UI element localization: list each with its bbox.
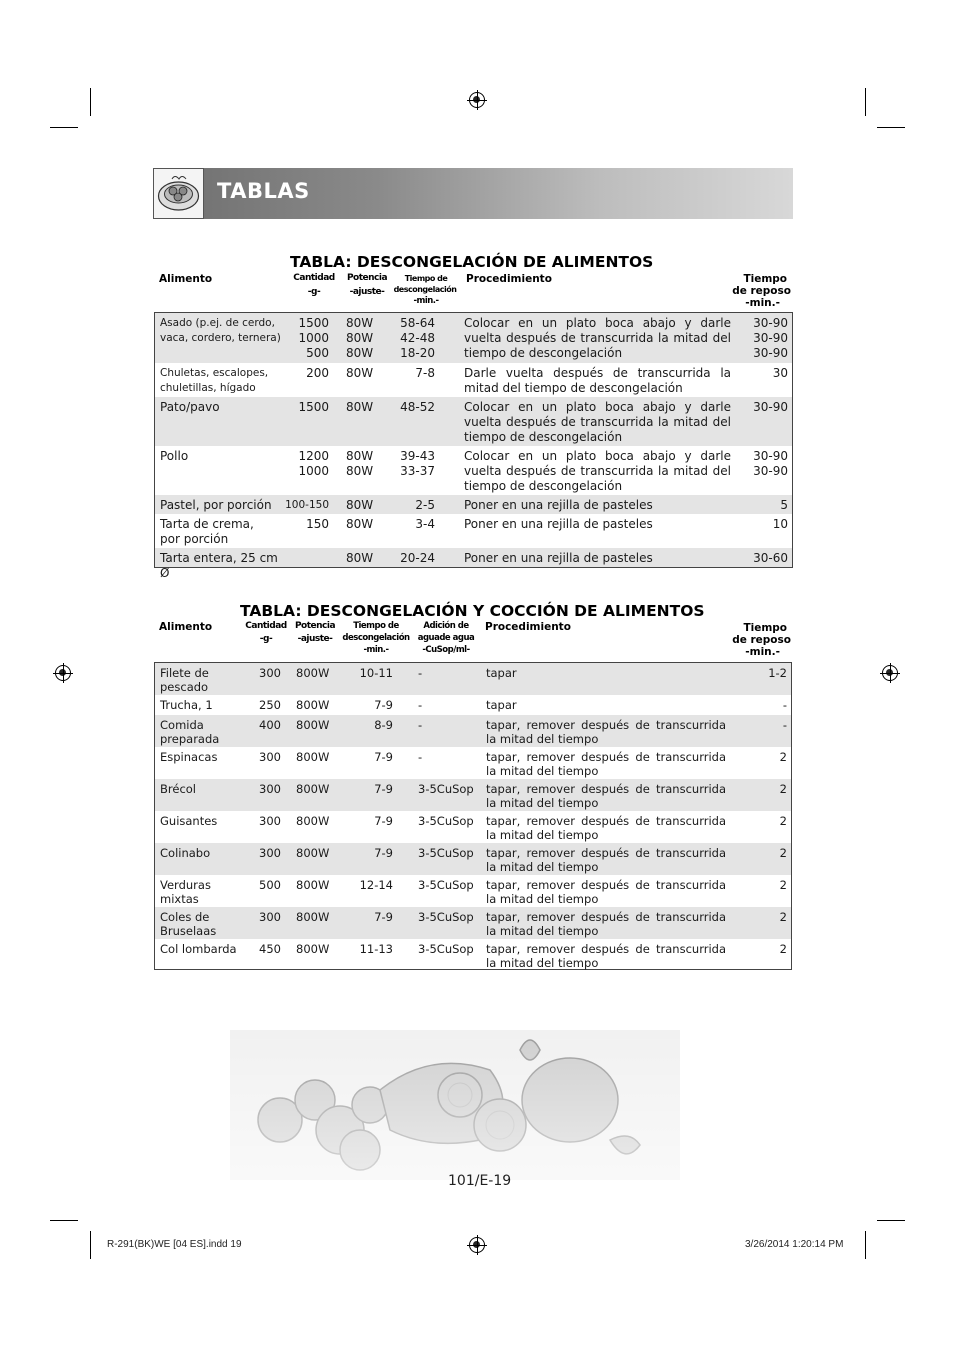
cell-tiempo: 7-9 — [374, 846, 393, 860]
cell-procedimiento: Colocar en un plato boca abajo y darle vuelta después de transcurrida la mitad del tiempo de descongelación — [464, 400, 731, 444]
cell-potencia: 800W — [296, 750, 330, 764]
cell-procedimiento: tapar — [486, 698, 517, 712]
cell-reposo: 30-90 — [753, 400, 788, 414]
col-header-potencia-unit: -ajuste- — [349, 287, 385, 297]
crop-mark — [865, 1231, 866, 1259]
cell-potencia: 80W — [346, 400, 374, 414]
cell-potencia: 80W — [346, 517, 374, 531]
col2-header-tiempo: Tiempo de — [353, 621, 399, 631]
cell-reposo: - — [782, 718, 787, 732]
cell-alimento: Comida preparada — [160, 718, 220, 746]
table-row — [155, 663, 791, 695]
cell-potencia: 800W — [296, 878, 330, 892]
cell-cantidad: 150 — [306, 517, 329, 531]
cell-procedimiento: Poner en una rejilla de pasteles — [464, 551, 653, 565]
cell-alimento: Tarta de crema, por porción — [160, 517, 254, 546]
cell-tiempo: 7-9 — [374, 910, 393, 924]
cell-reposo: 2 — [779, 942, 787, 956]
cell-potencia: 80W — [346, 498, 374, 512]
cell-procedimiento: tapar, remover después de transcurrida la mitad del tiempo — [486, 846, 726, 874]
cell-reposo: 30-90 30-90 — [753, 449, 788, 478]
table-row — [155, 313, 792, 363]
col2-header-agua-2: aguade agua — [417, 633, 475, 643]
cell-reposo: 2 — [779, 910, 787, 924]
table-row — [155, 875, 791, 907]
print-date: 3/26/2014 1:20:14 PM — [745, 1239, 844, 1250]
crop-mark — [50, 127, 78, 128]
cell-alimento: Guisantes — [160, 814, 218, 828]
cell-alimento: Chuletas, escalopes, chuletillas, hígado — [160, 367, 269, 394]
cell-procedimiento: tapar, remover después de transcurrida la mitad del tiempo — [486, 750, 726, 778]
crop-mark — [877, 127, 905, 128]
cell-potencia: 800W — [296, 718, 330, 732]
table-row — [155, 695, 791, 715]
page-title: TABLAS — [217, 179, 310, 203]
cell-agua: 3-5CuSop — [418, 782, 474, 796]
cell-reposo: 2 — [779, 846, 787, 860]
cell-alimento: Colinabo — [160, 846, 211, 860]
cell-potencia: 800W — [296, 782, 330, 796]
table-row — [155, 514, 792, 548]
cell-procedimiento: Colocar en un plato boca abajo y darle vuelta después de transcurrida la mitad del tiempo de descongelación — [464, 449, 731, 493]
cell-potencia: 800W — [296, 942, 330, 956]
cell-cantidad: 300 — [259, 814, 281, 828]
cell-reposo: 2 — [779, 878, 787, 892]
cell-cantidad: 250 — [259, 698, 281, 712]
cell-reposo: 30-90 30-90 30-90 — [753, 316, 788, 360]
cell-alimento: Pollo — [160, 449, 189, 463]
table1-title: TABLA: DESCONGELACIÓN DE ALIMENTOS — [290, 253, 654, 271]
cell-tiempo: 11-13 — [359, 942, 393, 956]
cell-cantidad: 450 — [259, 942, 281, 956]
cell-cantidad: 500 — [259, 878, 281, 892]
cell-reposo: 5 — [780, 498, 788, 512]
cell-agua: 3-5CuSop — [418, 942, 474, 956]
cell-agua: 3-5CuSop — [418, 878, 474, 892]
cell-alimento: Espinacas — [160, 750, 218, 764]
col2-header-reposo-2: de reposo — [732, 634, 791, 646]
crop-mark — [90, 1231, 91, 1259]
vegetables-illustration — [230, 1030, 680, 1180]
col-header-reposo-2: de reposo — [732, 285, 791, 297]
cell-tiempo: 2-5 — [415, 498, 435, 512]
crop-mark — [865, 88, 866, 116]
cell-procedimiento: Poner en una rejilla de pasteles — [464, 517, 653, 531]
file-info: R-291(BK)WE [04 ES].indd 19 — [107, 1239, 242, 1250]
cell-alimento: Pastel, por porción — [160, 498, 272, 512]
cell-cantidad: 100-150 — [285, 499, 329, 511]
cell-procedimiento: tapar, remover después de transcurrida la mitad del tiempo — [486, 878, 726, 906]
table-row — [155, 397, 792, 446]
table-row — [155, 939, 791, 969]
cell-reposo: - — [782, 698, 787, 712]
cell-potencia: 800W — [296, 910, 330, 924]
cell-reposo: 10 — [772, 517, 788, 531]
col2-header-alimento: Alimento — [159, 621, 213, 633]
page-number: 101/E-19 — [448, 1173, 512, 1189]
col-header-procedimiento: Procedimiento — [466, 273, 552, 285]
defrost-table — [154, 312, 793, 580]
cell-potencia: 800W — [296, 698, 330, 712]
crop-mark — [877, 1220, 905, 1221]
table2-title: TABLA: DESCONGELACIÓN Y COCCIÓN DE ALIMENTOS — [240, 602, 705, 620]
cell-procedimiento: tapar, remover después de transcurrida la mitad del tiempo — [486, 910, 726, 938]
table-row — [155, 907, 791, 939]
table-row — [155, 446, 792, 495]
defrost-cook-table — [154, 662, 792, 970]
col-header-cantidad-unit: -g- — [307, 287, 321, 297]
col2-header-agua-unit: -CuSop/ml- — [422, 645, 470, 655]
registration-mark-icon — [469, 1237, 485, 1253]
cell-alimento: Coles de Bruselaas — [160, 910, 217, 938]
cell-alimento: Tarta entera, 25 cm Ø — [160, 551, 278, 580]
cell-tiempo: 48-52 — [400, 400, 435, 414]
cell-procedimiento: tapar, remover después de transcurrida la mitad del tiempo — [486, 782, 726, 810]
cell-potencia: 80W 80W 80W — [346, 316, 374, 360]
cell-tiempo: 3-4 — [415, 517, 435, 531]
table-row — [155, 548, 792, 580]
cell-alimento: Brécol — [160, 782, 196, 796]
cell-potencia: 80W — [346, 366, 374, 380]
col-header-cantidad: Cantidad — [293, 273, 335, 283]
col2-header-procedimiento: Procedimiento — [485, 621, 571, 633]
col2-header-tiempo-unit: -min.- — [363, 645, 389, 655]
cell-potencia: 80W 80W — [346, 449, 374, 478]
registration-mark-icon — [55, 665, 71, 681]
table-row — [155, 715, 791, 747]
cell-tiempo: 7-9 — [374, 750, 393, 764]
cell-cantidad: 300 — [259, 782, 281, 796]
table-row — [155, 811, 791, 843]
cell-agua: 3-5CuSop — [418, 814, 474, 828]
cell-procedimiento: Colocar en un plato boca abajo y darle vuelta después de transcurrida la mitad del tiempo de descongelación — [464, 316, 731, 360]
cell-alimento: Col lombarda — [160, 942, 237, 956]
section-banner — [153, 168, 793, 219]
cell-cantidad: 1500 — [298, 400, 329, 414]
cell-alimento: Pato/pavo — [160, 400, 220, 414]
cell-potencia: 80W — [346, 551, 374, 565]
cell-agua: - — [418, 666, 423, 680]
cell-alimento: Asado (p.ej. de cerdo, vaca, cordero, ternera) — [160, 317, 281, 344]
cell-procedimiento: Poner en una rejilla de pasteles — [464, 498, 653, 512]
cell-cantidad: 1200 1000 — [298, 449, 329, 478]
cell-cantidad: 200 — [306, 366, 329, 380]
cell-tiempo: 8-9 — [374, 718, 393, 732]
col2-header-potencia: Potencia — [294, 621, 336, 631]
cell-procedimiento: tapar, remover después de transcurrida la mitad del tiempo — [486, 942, 726, 970]
crop-mark — [50, 1220, 78, 1221]
cell-tiempo: 10-11 — [359, 666, 393, 680]
registration-mark-icon — [469, 92, 485, 108]
cell-procedimiento: Darle vuelta después de transcurrida la mitad del tiempo de descongelación — [464, 366, 731, 395]
col2-header-reposo-unit: -min.- — [745, 646, 780, 658]
table-row — [155, 495, 792, 514]
cell-tiempo: 7-9 — [374, 782, 393, 796]
cell-tiempo: 7-9 — [374, 698, 393, 712]
col-header-alimento: Alimento — [159, 273, 213, 285]
cell-potencia: 800W — [296, 846, 330, 860]
col-header-tiempo-2: descongelación — [393, 285, 457, 294]
cell-cantidad: 300 — [259, 910, 281, 924]
cell-alimento: Verduras mixtas — [160, 878, 211, 906]
cell-agua: 3-5CuSop — [418, 910, 474, 924]
cell-cantidad: 300 — [259, 666, 281, 680]
cell-reposo: 2 — [779, 782, 787, 796]
cell-procedimiento: tapar — [486, 666, 517, 680]
cell-tiempo: 58-64 42-48 18-20 — [400, 316, 435, 360]
cell-reposo: 30 — [772, 366, 788, 380]
cell-cantidad: 400 — [259, 718, 281, 732]
cell-alimento: Filete de pescado — [160, 666, 209, 694]
cell-agua: - — [418, 718, 423, 732]
microwave-plate-icon — [153, 168, 204, 219]
cell-procedimiento: tapar, remover después de transcurrida la mitad del tiempo — [486, 814, 726, 842]
cell-cantidad: 300 — [259, 846, 281, 860]
cell-tiempo: 39-43 33-37 — [400, 449, 435, 478]
cell-reposo: 2 — [779, 750, 787, 764]
table-row — [155, 747, 791, 779]
cell-procedimiento: tapar, remover después de transcurrida la mitad del tiempo — [486, 718, 726, 746]
cell-tiempo: 20-24 — [400, 551, 435, 565]
col-header-reposo: Tiempo — [743, 273, 787, 285]
cell-potencia: 800W — [296, 814, 330, 828]
cell-potencia: 800W — [296, 666, 330, 680]
cell-cantidad: 300 — [259, 750, 281, 764]
col2-header-tiempo-2: descongelación — [342, 633, 410, 643]
col2-header-potencia-unit: -ajuste- — [297, 634, 333, 644]
cell-cantidad: 1500 1000 500 — [298, 316, 329, 360]
col2-header-agua: Adición de — [423, 621, 469, 631]
col2-header-cantidad-unit: -g- — [259, 634, 273, 644]
cell-agua: - — [418, 750, 423, 764]
col2-header-cantidad: Cantidad — [245, 621, 287, 631]
cell-alimento: Trucha, 1 — [160, 698, 213, 712]
crop-mark — [90, 88, 91, 116]
table-row — [155, 363, 792, 397]
cell-agua: 3-5CuSop — [418, 846, 474, 860]
cell-agua: - — [418, 698, 423, 712]
table-row — [155, 779, 791, 811]
cell-tiempo: 7-8 — [415, 366, 435, 380]
cell-reposo: 2 — [779, 814, 787, 828]
col-header-tiempo: Tiempo de — [404, 274, 448, 283]
table-row — [155, 843, 791, 875]
cell-tiempo: 7-9 — [374, 814, 393, 828]
cell-tiempo: 12-14 — [359, 878, 393, 892]
cell-reposo: 30-60 — [753, 551, 788, 565]
cell-reposo: 1-2 — [768, 666, 787, 680]
col-header-reposo-unit: -min.- — [745, 297, 780, 309]
col2-header-reposo: Tiempo — [743, 622, 787, 634]
col-header-tiempo-unit: -min.- — [413, 296, 439, 306]
registration-mark-icon — [882, 665, 898, 681]
col-header-potencia: Potencia — [346, 273, 388, 283]
